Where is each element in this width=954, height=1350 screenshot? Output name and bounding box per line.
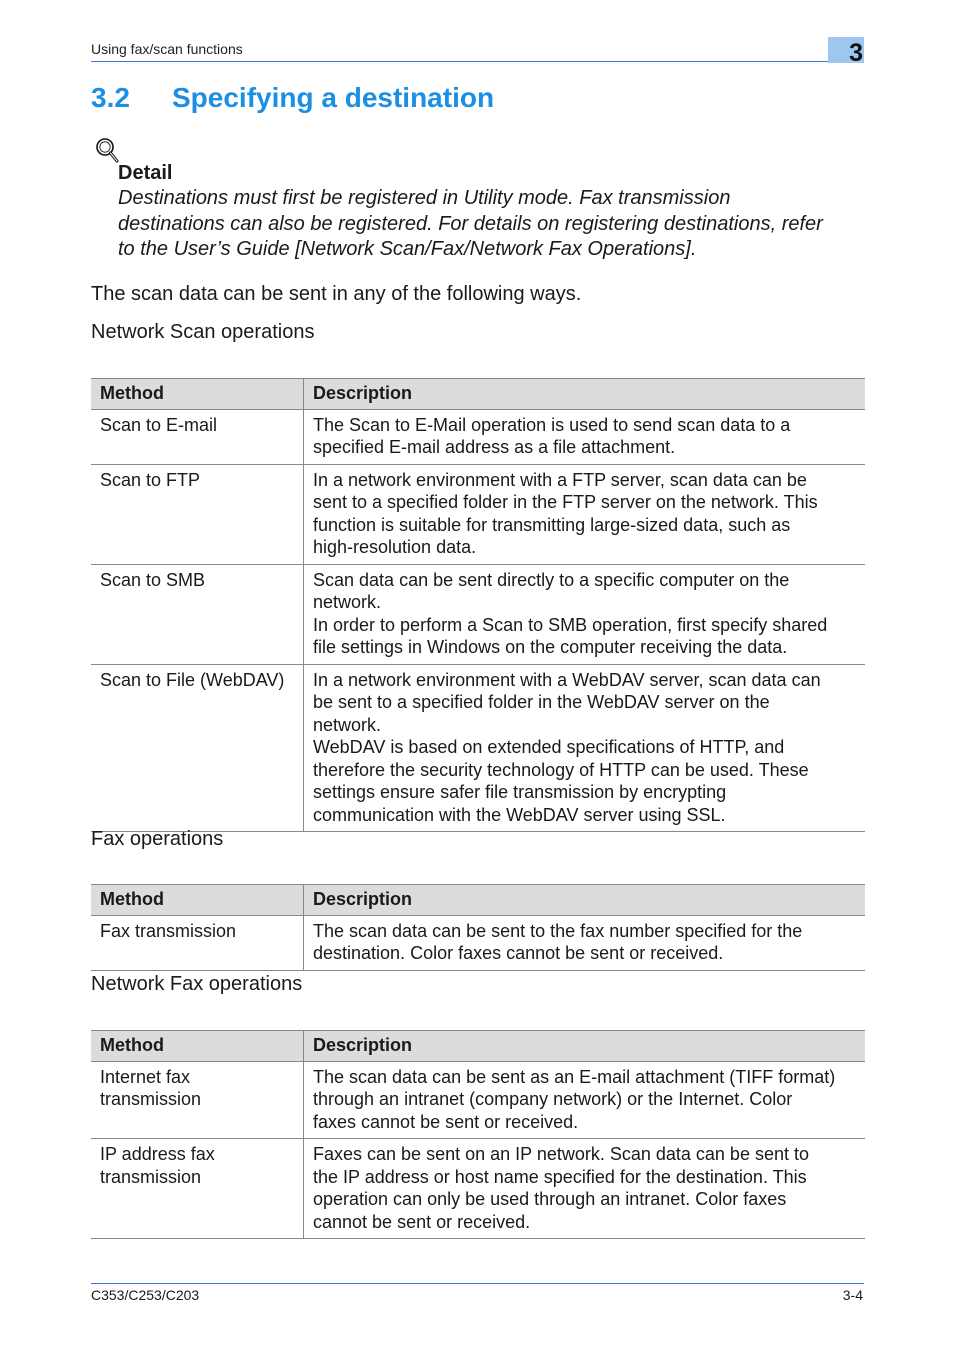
description-line: specified E-mail address as a file attachment. bbox=[313, 437, 676, 457]
table-row bbox=[91, 464, 865, 564]
method-cell bbox=[91, 1061, 304, 1139]
intro-text: The scan data can be sent in any of the following ways. bbox=[91, 283, 582, 305]
description-line: be sent to a specified folder in the WebDAV server on the bbox=[313, 692, 770, 712]
description-line: therefore the security technology of HTTP can be used. These bbox=[313, 759, 809, 780]
detail-line: destinations can also be registered. For details on registering destinations, refer bbox=[118, 212, 823, 235]
method-cell bbox=[91, 915, 304, 970]
description-line: sent to a specified folder in the FTP server on the network. This bbox=[313, 492, 818, 512]
footer-page-number: 3-4 bbox=[842, 1287, 863, 1303]
running-header: Using fax/scan functions bbox=[91, 41, 243, 57]
table-label-network-scan: Network Scan operations bbox=[91, 321, 315, 343]
table-header-row bbox=[91, 1031, 865, 1062]
method-text: Fax transmission bbox=[100, 920, 237, 941]
table-header-row bbox=[91, 885, 865, 916]
description-cell bbox=[304, 1139, 866, 1239]
description-line: operation can only be used through an intranet. Color faxes bbox=[313, 1189, 787, 1209]
description-line: Scan data can be sent directly to a specific computer on the bbox=[313, 569, 790, 590]
description-line: In order to perform a Scan to SMB operation, first specify shared bbox=[313, 614, 828, 635]
description-line: The scan data can be sent as an E-mail attachment (TIFF format) bbox=[313, 1066, 836, 1087]
table-row bbox=[91, 915, 865, 970]
description-line: network. bbox=[313, 714, 382, 735]
method-text: transmission bbox=[100, 1166, 202, 1187]
method-text: Scan to E-mail bbox=[100, 414, 218, 435]
table-row bbox=[91, 564, 865, 664]
method-text: Scan to FTP bbox=[100, 469, 201, 490]
description-line: file settings in Windows on the computer receiving the data. bbox=[313, 637, 788, 657]
method-text: Scan to File (WebDAV) bbox=[100, 669, 285, 690]
description-line: cannot be sent or received. bbox=[313, 1211, 531, 1232]
network-scan-table bbox=[91, 378, 865, 832]
description-line: Faxes can be sent on an IP network. Scan data can be sent to bbox=[313, 1144, 809, 1164]
method-cell bbox=[91, 409, 304, 464]
method-cell bbox=[91, 1139, 304, 1239]
magnifier-icon bbox=[94, 136, 120, 164]
description-line: through an intranet (company network) or the Internet. Color bbox=[313, 1089, 793, 1109]
description-line: network. bbox=[313, 592, 382, 612]
method-cell bbox=[91, 564, 304, 664]
column-header-description: Description bbox=[304, 1031, 866, 1062]
table-label-fax: Fax operations bbox=[91, 828, 224, 850]
description-line: The Scan to E-Mail operation is used to send scan data to a bbox=[313, 414, 791, 435]
table-row bbox=[91, 1139, 865, 1239]
description-line: In a network environment with a FTP server, scan data can be bbox=[313, 469, 807, 490]
chapter-number: 3 bbox=[849, 39, 863, 67]
method-cell bbox=[91, 464, 304, 564]
detail-label: Detail bbox=[118, 162, 173, 184]
section-number: 3.2 bbox=[91, 82, 130, 113]
method-text: Scan to SMB bbox=[100, 569, 206, 590]
network-fax-table bbox=[91, 1030, 865, 1239]
table-label-network-fax: Network Fax operations bbox=[91, 973, 303, 995]
description-cell bbox=[304, 915, 866, 970]
description-cell bbox=[304, 464, 866, 564]
header-rule bbox=[91, 61, 828, 62]
column-header-description: Description bbox=[304, 379, 866, 410]
description-line: destination. Color faxes cannot be sent or received. bbox=[313, 943, 724, 963]
footer-rule bbox=[91, 1283, 864, 1284]
description-line: WebDAV is based on extended specifications of HTTP, and bbox=[313, 737, 785, 757]
description-cell bbox=[304, 1061, 866, 1139]
description-line: communication with the WebDAV server using SSL. bbox=[313, 804, 726, 825]
method-text: Internet fax bbox=[100, 1066, 191, 1087]
description-line: In a network environment with a WebDAV server, scan data can bbox=[313, 669, 821, 690]
fax-table bbox=[91, 884, 865, 971]
chapter-number-badge bbox=[828, 37, 864, 67]
description-line: faxes cannot be sent or received. bbox=[313, 1111, 579, 1132]
page-title: Specifying a destination bbox=[172, 82, 495, 113]
detail-line: Destinations must first be registered in Utility mode. Fax transmission bbox=[118, 187, 731, 209]
table-row bbox=[91, 664, 865, 832]
detail-note bbox=[118, 186, 868, 263]
description-line: the IP address or host name specified for the destination. This bbox=[313, 1166, 807, 1187]
description-line: function is suitable for transmitting large-sized data, such as bbox=[313, 514, 791, 535]
detail-line: to the User’s Guide [Network Scan/Fax/Network Fax Operations]. bbox=[118, 238, 697, 260]
table-row bbox=[91, 1061, 865, 1139]
method-text: IP address fax bbox=[100, 1144, 215, 1164]
table-header-row bbox=[91, 379, 865, 410]
column-header-method: Method bbox=[91, 885, 304, 916]
description-line: high-resolution data. bbox=[313, 537, 477, 557]
column-header-method: Method bbox=[91, 1031, 304, 1062]
description-cell bbox=[304, 409, 866, 464]
description-line: The scan data can be sent to the fax number specified for the bbox=[313, 920, 803, 941]
method-text: transmission bbox=[100, 1089, 202, 1109]
column-header-method: Method bbox=[91, 379, 304, 410]
method-cell bbox=[91, 664, 304, 832]
table-row bbox=[91, 409, 865, 464]
description-cell bbox=[304, 664, 866, 832]
footer-model: C353/C253/C203 bbox=[91, 1287, 200, 1303]
description-cell bbox=[304, 564, 866, 664]
column-header-description: Description bbox=[304, 885, 866, 916]
description-line: settings ensure safer file transmission by encrypting bbox=[313, 782, 727, 802]
